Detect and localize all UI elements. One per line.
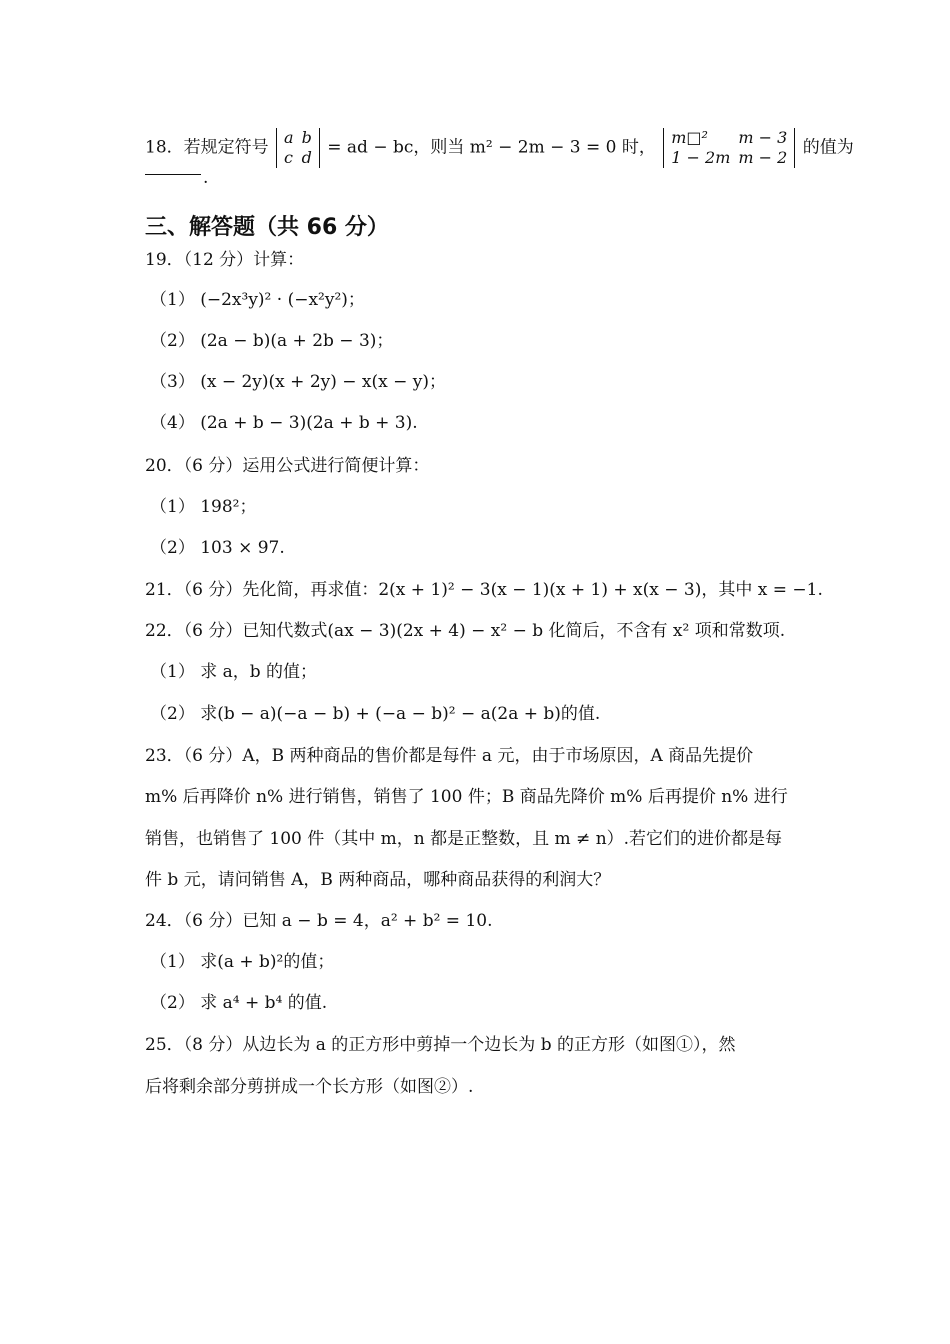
q22-title: 22．（6 分）已知代数式(ax − 3)(2x + 4) − x² − b 化简后，不含有 x² 项和常数项.	[145, 621, 786, 641]
det2-d: m − 2	[738, 148, 788, 167]
q19-title: 19．（12 分）计算：	[145, 250, 305, 270]
q19-part-1: （1） (−2x³y)² · (−x²y²)；	[150, 290, 365, 310]
q22-part-2: （2） 求(b − a)(−a − b) + (−a − b)² − a(2a + b)的值.	[150, 704, 601, 724]
q19-part-3: （3） (x − 2y)(x + 2y) − x(x − y)；	[150, 372, 447, 392]
determinant-expression	[663, 128, 795, 168]
q20-part-1: （1） 198²；	[150, 497, 257, 517]
q25-line-2: 后将剩余部分剪拼成一个长方形（如图②）.	[145, 1077, 474, 1097]
answer-blank	[145, 174, 201, 175]
determinant-definition	[276, 128, 320, 168]
q24-title: 24．（6 分）已知 a − b = 4，a² + b² = 10.	[145, 911, 493, 931]
q23-line-3: 销售，也销售了 100 件（其中 m，n 都是正整数，且 m ≠ n）.若它们的进价都是每	[145, 829, 783, 849]
q20-part-2: （2） 103 × 97.	[150, 538, 285, 558]
q23-line-2: m% 后再降价 n% 进行销售，销售了 100 件；B 商品先降价 m% 后再提价 n% 进行	[145, 787, 788, 807]
q24-part-1: （1） 求(a + b)²的值；	[150, 952, 335, 972]
q19-part-4: （4） (2a + b − 3)(2a + b + 3).	[150, 413, 418, 433]
det1-c: c	[284, 148, 294, 167]
det1-a: a	[284, 128, 294, 147]
q25-line-1: 25．（8 分）从边长为 a 的正方形中剪掉一个边长为 b 的正方形（如图①），然	[145, 1035, 736, 1055]
det2-c: 1 − 2m	[671, 148, 731, 167]
q18-end: .	[203, 168, 209, 188]
det2-b: m − 3	[738, 128, 788, 147]
q20-title: 20．（6 分）运用公式进行简便计算：	[145, 456, 430, 476]
q24-part-2: （2） 求 a⁴ + b⁴ 的值.	[150, 993, 328, 1013]
det1-b: b	[301, 128, 312, 147]
q18-suffix: 的值为	[802, 137, 854, 158]
q22-part-1: （1） 求 a，b 的值；	[150, 662, 318, 682]
q23-line-1: 23．（6 分）A，B 两种商品的售价都是每件 a 元，由于市场原因，A 商品先提价	[145, 746, 754, 766]
q18-mid: = ad − bc，则当 m² − 2m − 3 = 0 时，	[327, 137, 656, 158]
q19-part-2: （2） (2a − b)(a + 2b − 3)；	[150, 331, 394, 351]
question-18	[145, 128, 854, 168]
q18-prefix: 18．若规定符号	[145, 137, 269, 158]
section-heading: 三、解答题（共 66 分）	[145, 215, 389, 240]
det2-a: m□²	[671, 128, 708, 147]
q21: 21．（6 分）先化简，再求值：2(x + 1)² − 3(x − 1)(x + 1) + x(x − 3)，其中 x = −1.	[145, 580, 823, 600]
det1-d: d	[301, 148, 312, 167]
q23-line-4: 件 b 元，请问销售 A，B 两种商品，哪种商品获得的利润大？	[145, 870, 611, 890]
